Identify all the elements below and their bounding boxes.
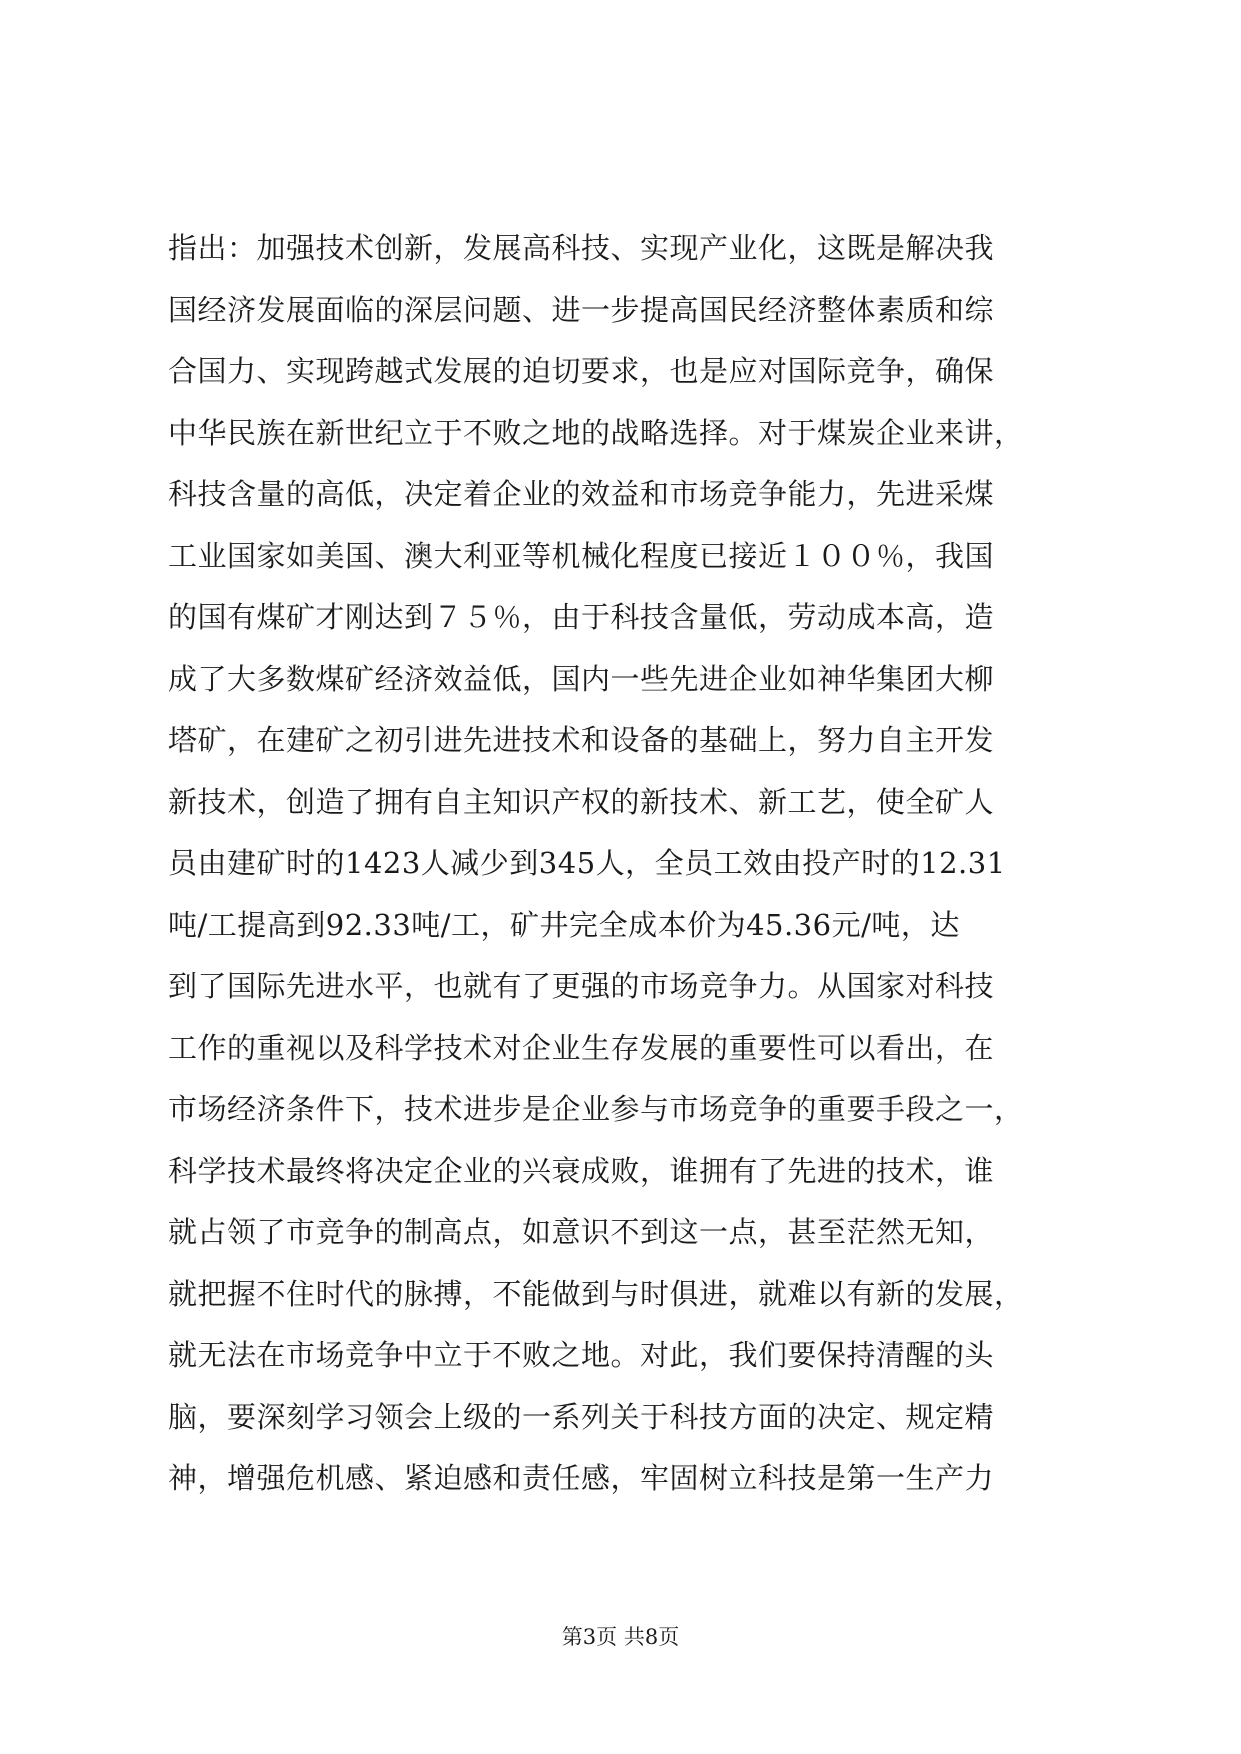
text-line: 吨/工提高到92.33吨/工，矿井完全成本价为45.36元/吨，达 <box>168 907 960 942</box>
text-line: 就把握不住时代的脉搏，不能做到与时俱进，就难以有新的发展， <box>168 1276 1024 1311</box>
text-line: 中华民族在新世纪立于不败之地的战略选择。对于煤炭企业来讲， <box>168 415 1024 450</box>
text-line: 合国力、实现跨越式发展的迫切要求，也是应对国际竞争，确保 <box>168 354 995 388</box>
text-line: 指出：加强技术创新，发展高科技、实现产业化，这既是解决我 <box>168 231 995 265</box>
text-line: 新技术，创造了拥有自主知识产权的新技术、新工艺，使全矿人 <box>168 784 995 819</box>
text-line: 工业国家如美国、澳大利亚等机械化程度已接近１００％，我国 <box>168 538 995 573</box>
page-footer: 第3页 共8页 <box>561 1625 680 1649</box>
text-line: 到了国际先进水平，也就有了更强的市场竞争力。从国家对科技 <box>168 969 995 1003</box>
text-line: 塔矿，在建矿之初引进先进技术和设备的基础上，努力自主开发 <box>168 723 995 757</box>
text-line: 市场经济条件下，技术进步是企业参与市场竞争的重要手段之一， <box>168 1092 1024 1126</box>
text-line: 脑，要深刻学习领会上级的一系列关于科技方面的决定、规定精 <box>168 1399 995 1434</box>
text-line: 就无法在市场竞争中立于不败之地。对此，我们要保持清醒的头 <box>168 1338 995 1372</box>
text-line: 工作的重视以及科学技术对企业生存发展的重要性可以看出，在 <box>168 1030 995 1065</box>
text-line: 就占领了市竞争的制高点，如意识不到这一点，甚至茫然无知， <box>168 1215 995 1249</box>
text-line: 成了大多数煤矿经济效益低，国内一些先进企业如神华集团大柳 <box>168 661 995 696</box>
text-line: 员由建矿时的1423人减少到345人，全员工效由投产时的12.31 <box>168 846 1006 880</box>
text-line: 科技含量的高低，决定着企业的效益和市场竞争能力，先进采煤 <box>168 477 995 511</box>
body-text <box>168 218 1088 1510</box>
text-line: 国经济发展面临的深层问题、进一步提高国民经济整体素质和综 <box>168 292 995 327</box>
text-line: 科学技术最终将决定企业的兴衰成败，谁拥有了先进的技术，谁 <box>168 1153 995 1188</box>
text-line: 神，增强危机感、紧迫感和责任感，牢固树立科技是第一生产力 <box>168 1461 995 1495</box>
text-line: 的国有煤矿才刚达到７５％，由于科技含量低，劳动成本高，造 <box>168 600 995 634</box>
